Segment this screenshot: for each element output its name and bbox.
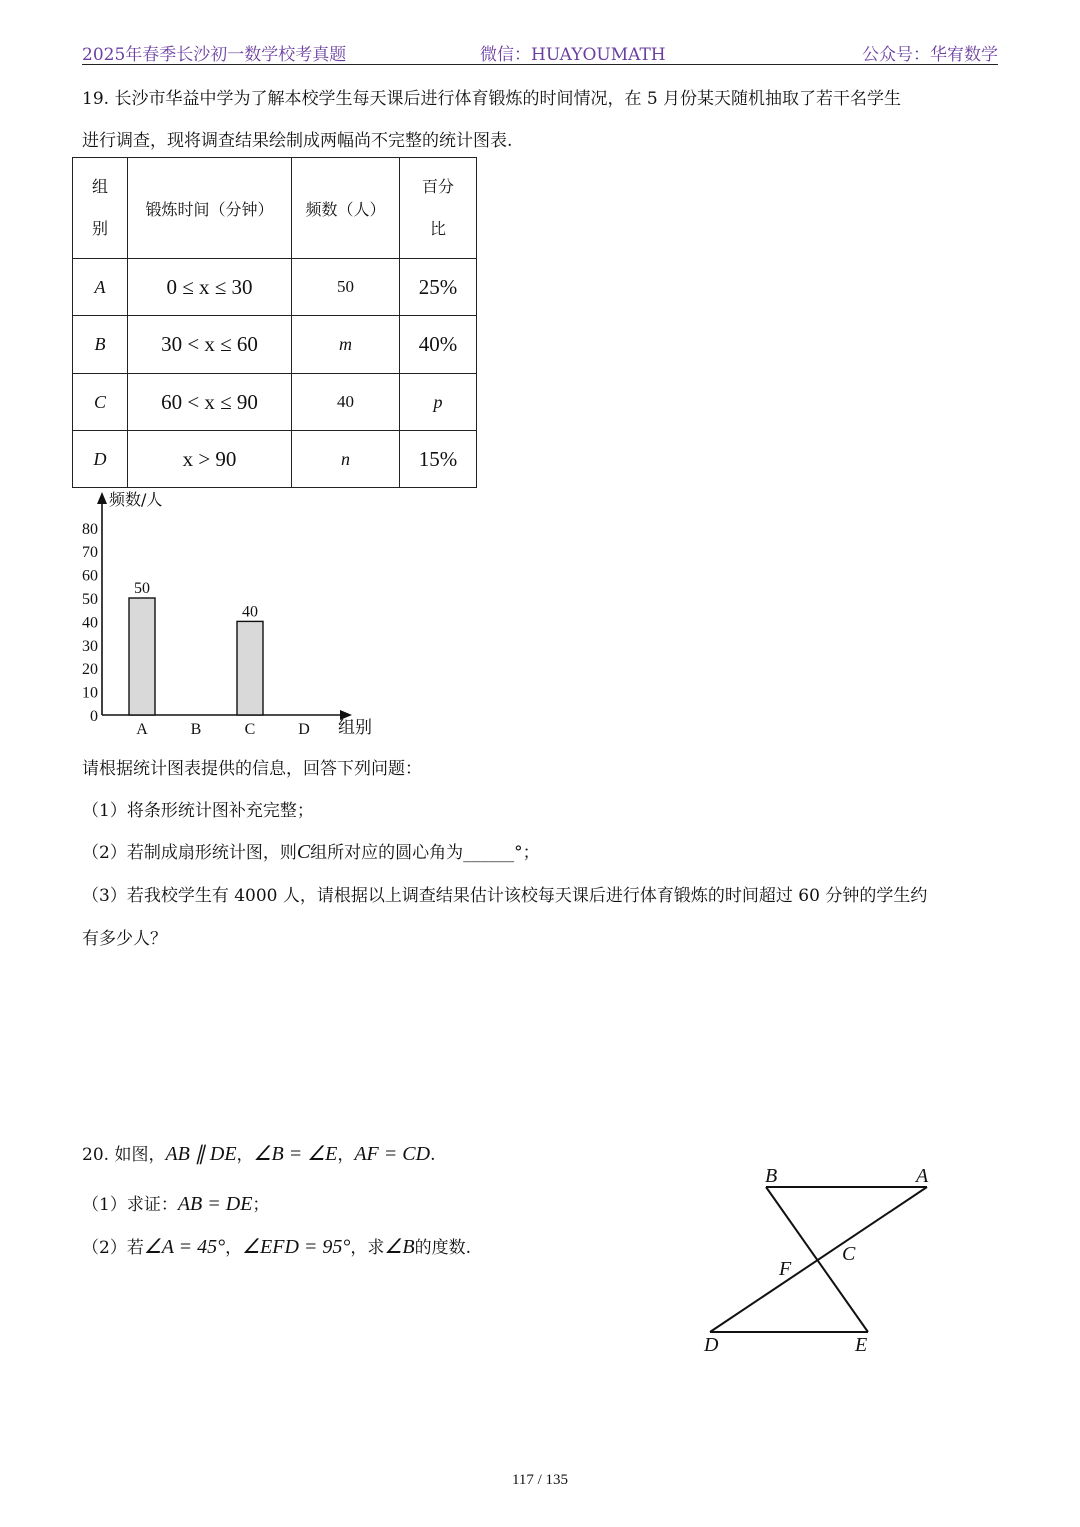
geometry-figure bbox=[690, 1160, 960, 1360]
table-row bbox=[73, 431, 477, 488]
y-tick-label: 40 bbox=[82, 614, 98, 632]
cell-frequency: n bbox=[292, 431, 400, 488]
cell-percent: 15% bbox=[400, 431, 477, 488]
cell-percent: 25% bbox=[400, 259, 477, 316]
cell-group: A bbox=[73, 259, 128, 316]
y-tick-label: 10 bbox=[82, 684, 98, 702]
y-tick-label: 30 bbox=[82, 637, 98, 655]
page-number: 117 / 135 bbox=[511, 1472, 569, 1488]
label-d: D bbox=[704, 1334, 719, 1356]
x-tick-label-d: D bbox=[298, 721, 310, 738]
cell-percent: p bbox=[400, 374, 477, 431]
q19-part1: （1）将条形统计图补充完整； bbox=[82, 801, 314, 821]
cell-group: B bbox=[73, 316, 128, 374]
label-b: B bbox=[765, 1165, 778, 1187]
q19-part3-line1: （3）若我校学生有 4000 人，请根据以上调查结果估计该校每天课后进行体育锻炼的时间超过 60 分钟的学生约 bbox=[82, 886, 928, 906]
header-time: 锻炼时间（分钟） bbox=[128, 158, 292, 259]
label-c: C bbox=[842, 1243, 856, 1265]
table-row bbox=[73, 374, 477, 431]
cell-frequency: 50 bbox=[292, 259, 400, 316]
header-group: 组 别 bbox=[73, 158, 128, 259]
data-label-a: 50 bbox=[134, 580, 150, 597]
y-tick-label: 0 bbox=[90, 708, 98, 725]
cell-range: x > 90 bbox=[128, 431, 292, 488]
bar-c bbox=[237, 621, 263, 715]
header-title: 2025年春季长沙初一数学校考真题 bbox=[82, 45, 347, 65]
header-account: 公众号：华宥数学 bbox=[862, 45, 998, 65]
y-tick-label: 50 bbox=[82, 591, 98, 608]
q19-part3-line2: 有多少人？ bbox=[82, 929, 167, 949]
page-header bbox=[82, 38, 998, 65]
x-tick-label-b: B bbox=[190, 721, 202, 738]
x-tick-label-a: A bbox=[136, 721, 148, 738]
header-wechat: 微信：HUAYOUMATH bbox=[480, 45, 666, 65]
y-axis-label: 频数/人 bbox=[109, 490, 163, 509]
q20-stem: 20. 如图，AB ∥ DE，∠B = ∠E，AF = CD. bbox=[82, 1143, 436, 1165]
data-label-c: 40 bbox=[242, 603, 258, 621]
header-percent: 百分 比 bbox=[400, 158, 477, 259]
cell-group: C bbox=[73, 374, 128, 431]
y-tick-label: 80 bbox=[82, 520, 98, 538]
cell-range: 60 < x ≤ 90 bbox=[128, 374, 292, 431]
bar-a bbox=[129, 598, 155, 715]
q19-prompt: 请根据统计图表提供的信息，回答下列问题： bbox=[82, 759, 422, 779]
cell-range: 0 ≤ x ≤ 30 bbox=[128, 259, 292, 316]
y-axis-arrow bbox=[97, 492, 107, 504]
x-axis-label: 组别 bbox=[338, 718, 372, 738]
q20-part1: （1）求证：AB = DE； bbox=[82, 1193, 270, 1215]
q19-intro-line2: 进行调查，现将调查结果绘制成两幅尚不完整的统计图表. bbox=[82, 131, 513, 151]
q19-part2: （2）若制成扇形统计图，则C组所对应的圆心角为______°； bbox=[82, 841, 540, 863]
bar-chart bbox=[72, 488, 382, 743]
y-tick-label: 60 bbox=[82, 567, 98, 585]
frequency-table bbox=[72, 157, 477, 488]
cell-frequency: m bbox=[292, 316, 400, 374]
table-header-row bbox=[73, 158, 477, 259]
cell-frequency: 40 bbox=[292, 374, 400, 431]
label-e: E bbox=[855, 1334, 868, 1356]
table-row bbox=[73, 316, 477, 374]
cell-range: 30 < x ≤ 60 bbox=[128, 316, 292, 374]
label-f: F bbox=[779, 1258, 792, 1280]
header-frequency: 频数（人） bbox=[292, 158, 400, 259]
q20-part2: （2）若∠A = 45°，∠EFD = 95°，求∠B的度数. bbox=[82, 1236, 471, 1258]
x-tick-label-c: C bbox=[244, 721, 256, 738]
segment-ad bbox=[710, 1187, 927, 1332]
table-row bbox=[73, 259, 477, 316]
y-tick-label: 70 bbox=[82, 544, 98, 562]
cell-group: D bbox=[73, 431, 128, 488]
label-a: A bbox=[916, 1165, 929, 1187]
q19-intro-line1: 19. 长沙市华益中学为了解本校学生每天课后进行体育锻炼的时间情况，在 5 月份某天随机抽取了若干名学生 bbox=[82, 89, 902, 109]
y-tick-label: 20 bbox=[82, 661, 98, 679]
cell-percent: 40% bbox=[400, 316, 477, 374]
